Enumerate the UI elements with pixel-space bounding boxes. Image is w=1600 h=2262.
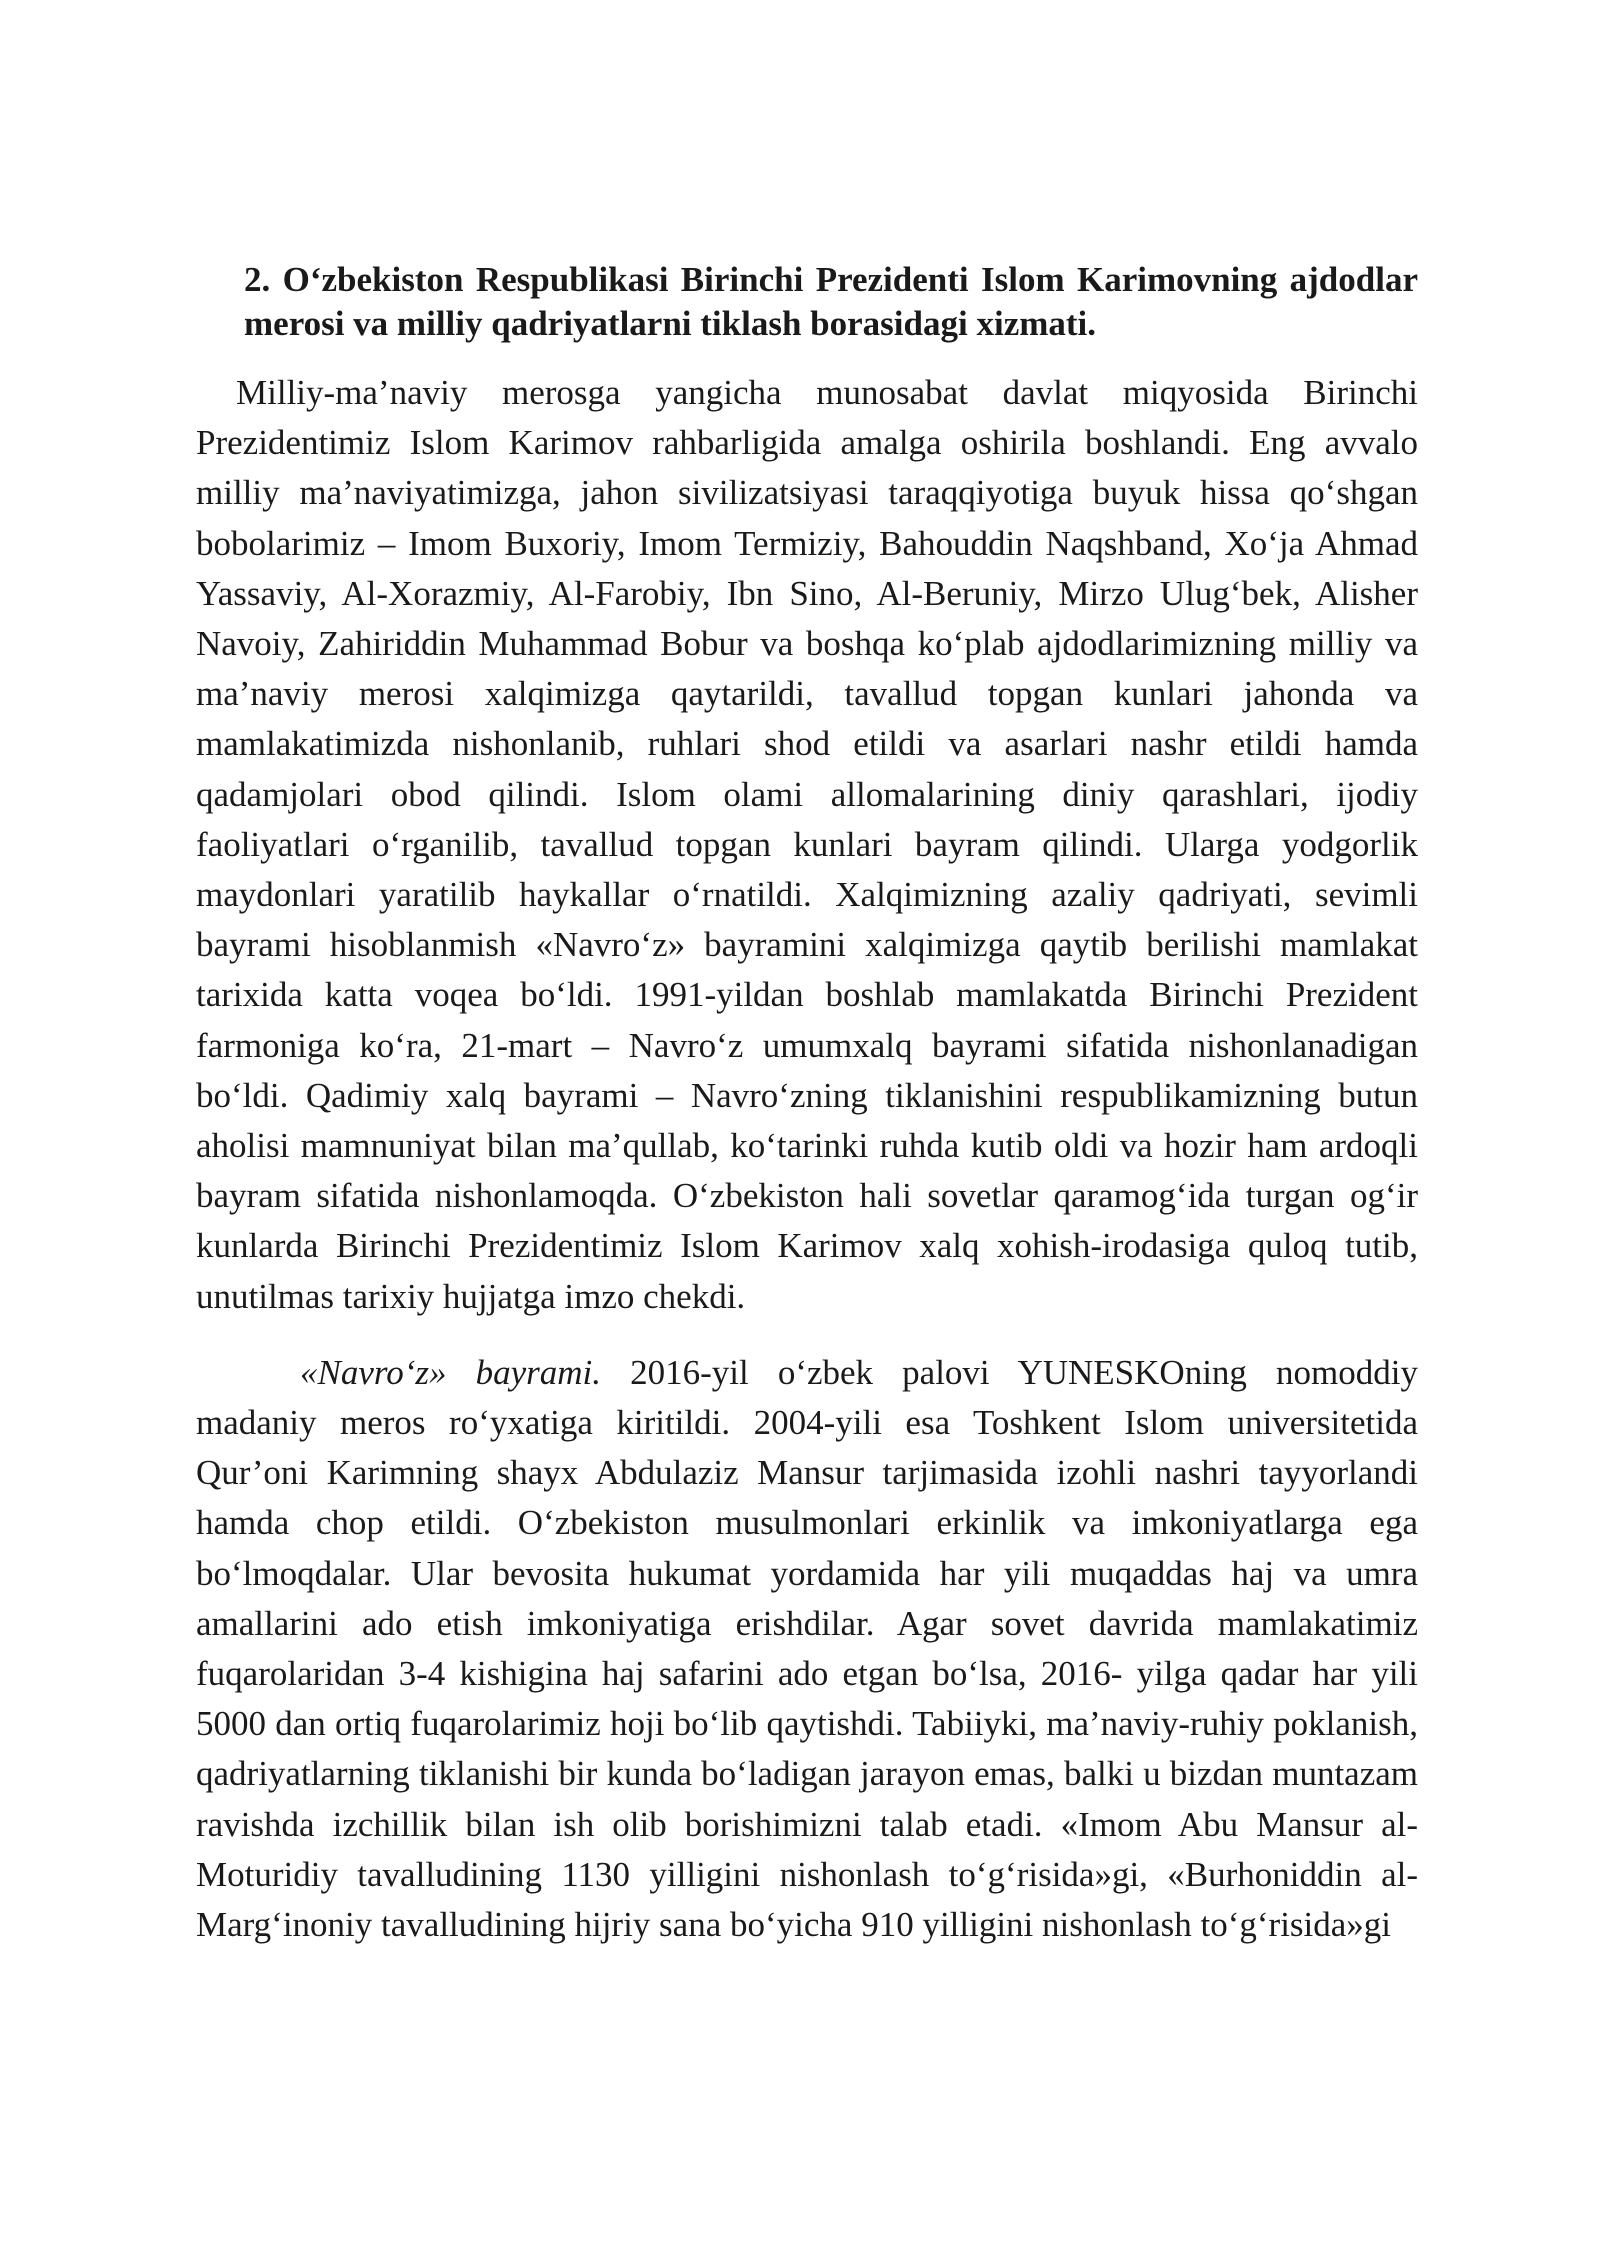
paragraph-italic-lead: «Navro‘z» bayrami. xyxy=(300,1352,601,1392)
page-content xyxy=(196,258,1418,1950)
body-paragraph-2 xyxy=(196,1348,1418,1950)
section-heading: 2. O‘zbekiston Respublikasi Birinchi Prezidenti Islom Karimovning ajdodlar merosi va milliy qadriyatlarni tiklash borasidagi xizmati. xyxy=(244,260,1418,343)
paragraph-2-text: 2016-yil o‘zbek palovi YUNESKOning nomoddiy madaniy meros ro‘yxatiga kiritildi. 2004-yili esa Toshkent Islom universitetida Qur’oni Karimning shayx Abdulaziz Mansur tarjimasida izohli nashri tayyorlandi hamda chop etildi. O‘zbekiston musulmonlari erkinlik va imkoniyatlarga ega bo‘lmoqdalar. Ular bevosita hukumat yordamida har yili muqaddas haj va umra amallarini ado etish imkoniyatiga erishdilar. Agar sovet davrida mamlakatimiz fuqarolaridan 3-4 kishigina haj safarini ado etgan bo‘lsa, 2016- yilga qadar har yili 5000 dan ortiq fuqarolarimiz hoji bo‘lib qaytishdi. Tabiiyki, ma’naviy-ruhiy poklanish, qadriyatlarning tiklanishi bir kunda bo‘ladigan jarayon emas, balki u bizdan muntazam ravishda izchillik bilan ish olib borishimizni talab etadi. «Imom Abu Mansur al-Moturidiy tavalludining 1130 yilligini nishonlash to‘g‘risida»gi, «Burhoniddin al-Marg‘inoniy tavalludining hijriy sana bo‘yicha 910 yilligini nishonlash to‘g‘risida»gi xyxy=(196,1352,1418,1945)
body-paragraph-1: Milliy-ma’naviy merosga yangicha munosabat davlat miqyosida Birinchi Prezidentimiz Islom Karimov rahbarligida amalga oshirila boshlandi. Eng avvalo milliy ma’naviyatimizga, jahon sivilizatsiyasi taraqqiyotiga buyuk hissa qo‘shgan bobolarimiz – Imom Buxoriy, Imom Termiziy, Bahouddin Naqshband, Xo‘ja Ahmad Yassaviy, Al-Xorazmiy, Al-Farobiy, Ibn Sino, Al-Beruniy, Mirzo Ulug‘bek, Alisher Navoiy, Zahiriddin Muhammad Bobur va boshqa ko‘plab ajdodlarimizning milliy va ma’naviy merosi xalqimizga qaytarildi, tavallud topgan kunlari jahonda va mamlakatimizda nishonlanib, ruhlari shod etildi va asarlari nashr etildi hamda qadamjolari obod qilindi. Islom olami allomalarining diniy qarashlari, ijodiy faoliyatlari o‘rganilib, tavallud topgan kunlari bayram qilindi. Ularga yodgorlik maydonlari yaratilib haykallar o‘rnatildi. Xalqimizning azaliy qadriyati, sevimli bayrami hisoblanmish «Navro‘z» bayramini xalqimizga qaytib berilishi mamlakat tarixida katta voqea bo‘ldi. 1991-yildan boshlab mamlakatda Birinchi Prezident farmoniga ko‘ra, 21-mart – Navro‘z umumxalq bayrami sifatida nishonlanadigan bo‘ldi. Qadimiy xalq bayrami – Navro‘zning tiklanishini respublikamizning butun aholisi mamnuniyat bilan ma’qullab, ko‘tarinki ruhda kutib oldi va hozir ham ardoqli bayram sifatida nishonlamoqda. O‘zbekiston hali sovetlar qaramog‘ida turgan og‘ir kunlarda Birinchi Prezidentimiz Islom Karimov xalq xohish-irodasiga quloq tutib, unutilmas tarixiy hujjatga imzo chekdi. xyxy=(196,373,1418,1316)
